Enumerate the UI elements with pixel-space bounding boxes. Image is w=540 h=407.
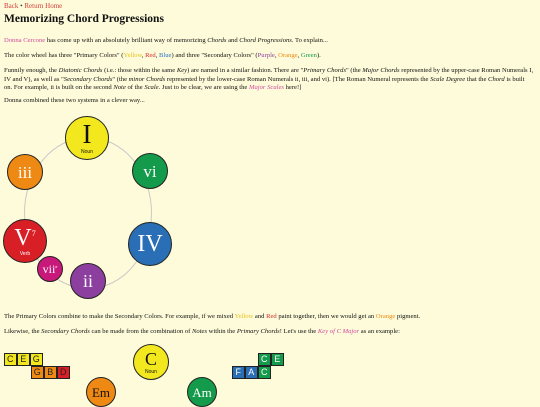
mixing-text: and <box>253 313 267 320</box>
color-wheel-paragraph <box>4 52 534 61</box>
likewise-text: as an example: <box>359 328 400 335</box>
chord-numeral: vi <box>143 161 157 181</box>
diatonic-em: Scale Degree <box>430 75 466 83</box>
likewise-text: Likewise, the <box>4 328 42 335</box>
note-box: C <box>258 353 271 366</box>
note-box: G <box>31 366 44 379</box>
diatonic-text: here!] <box>283 84 302 92</box>
chord-circle-Am <box>187 377 217 407</box>
note-box: A <box>245 366 258 379</box>
note-box: B <box>44 366 57 379</box>
intro-text: . To explain... <box>291 37 328 44</box>
chord-numeral: IV <box>137 231 163 257</box>
diatonic-text: is built on. For example, ii is built on the second <box>4 75 525 92</box>
chord-circle-Em <box>86 377 116 407</box>
major-scales-link[interactable]: Major Scales <box>248 84 284 92</box>
diatonic-text: " (the <box>346 67 363 74</box>
chord-circle-IV <box>128 222 172 266</box>
diatonic-text: ) are named in a similar fashion. There are " <box>187 67 304 74</box>
diatonic-em: Note <box>113 84 126 92</box>
colors-text: , <box>141 52 146 59</box>
intro-em: Chords <box>207 37 227 44</box>
chord-numeral: ii <box>82 271 93 291</box>
word-yellow: Yellow <box>234 313 254 320</box>
intro-em: Chord Progressions <box>239 37 292 44</box>
diatonic-paragraph <box>4 67 534 93</box>
word-blue: Blue <box>159 52 172 59</box>
colors-text: , <box>297 52 301 59</box>
chord-numeral: I <box>82 119 92 149</box>
note-box: G <box>30 353 43 366</box>
chord-circle-ii <box>70 263 106 299</box>
intro-text: has come up with an absolutely brilliant way of memorizing <box>45 37 208 44</box>
chord-circle-iii <box>7 154 43 190</box>
mixing-text: paint together, then we would get an <box>276 313 376 320</box>
likewise-text: ! Let's use the <box>279 328 318 335</box>
diatonic-em: Major Chords <box>362 67 400 74</box>
chord-numeral: Am <box>192 384 212 400</box>
mixing-paragraph <box>4 313 534 322</box>
chord-numeral: Em <box>91 384 111 400</box>
chord-circle-C <box>133 344 169 380</box>
likewise-paragraph <box>4 328 534 337</box>
diatonic-em: Chord <box>488 75 505 83</box>
intro-paragraph <box>4 37 534 46</box>
diatonic-text: " (the <box>112 75 129 83</box>
combined-paragraph: Donna combined these two systems in a clever way... <box>4 97 145 104</box>
likewise-text: can be made from the combination of <box>89 328 192 335</box>
chord-circle-vii <box>37 256 63 282</box>
colors-text: The color wheel has three "Primary Colors" ( <box>4 52 124 59</box>
chord-numeral: vii <box>42 262 56 276</box>
diatonic-text: of the <box>125 84 145 92</box>
note-box: C <box>258 366 271 379</box>
chord-numeral: C <box>144 348 157 369</box>
diatonic-em: Key <box>176 67 188 74</box>
chord-circle-V <box>3 219 47 263</box>
chord-role-label: Verb <box>19 250 31 257</box>
word-purple: Purple <box>257 52 275 59</box>
chord-circle-I <box>65 116 109 160</box>
word-red: Red <box>145 52 156 59</box>
word-yellow: Yellow <box>123 52 142 59</box>
diatonic-text: . Just to be clear, we are using the <box>158 84 249 92</box>
mixing-text: pigment. <box>395 313 421 320</box>
likewise-em: Notes <box>192 328 208 335</box>
back-link[interactable]: Back <box>4 2 19 10</box>
mixing-text: The Primary Colors combine to make the Secondary Colors. For example, if we mixed <box>4 313 235 320</box>
note-box: C <box>4 353 17 366</box>
note-box: E <box>271 353 284 366</box>
chord-superscript: 7 <box>31 228 36 238</box>
colors-text: ) and three "Secondary Colors" ( <box>171 52 258 59</box>
colors-text: , <box>155 52 160 59</box>
chord-numeral: iii <box>17 162 33 182</box>
diatonic-em: Primary Chords <box>303 67 347 74</box>
likewise-em: Primary Chords <box>236 328 280 335</box>
chord-numeral: V <box>14 224 32 251</box>
likewise-text: within the <box>207 328 237 335</box>
key-of-c-major-link[interactable]: Key of C Major <box>317 328 360 335</box>
note-box: E <box>17 353 30 366</box>
chord-role-label: Noun <box>81 149 93 155</box>
diatonic-em: Diatonic Chords <box>58 67 103 74</box>
word-red: Red <box>266 313 277 320</box>
page-title: Memorizing Chord Progressions <box>4 13 164 25</box>
author-link[interactable]: Donna Cercone <box>4 37 46 44</box>
return-home-link[interactable]: Return Home <box>24 2 63 10</box>
diatonic-text: (i.e.: those within the same <box>102 67 177 74</box>
nav-separator: • <box>20 2 23 10</box>
chord-superscript: ø <box>55 264 58 269</box>
word-orange: Orange <box>375 313 396 320</box>
diatonic-em: minor Chords <box>128 75 166 83</box>
likewise-em: Secondary Chords <box>41 328 90 335</box>
word-green: Green <box>300 52 317 59</box>
diatonic-text: represented by the lower-case Roman Numerals ii, iii, and vi). [The Roman Numeral represents the <box>165 75 431 83</box>
chord-role-label: Noun <box>145 368 157 375</box>
note-box: F <box>232 366 245 379</box>
chord-circle-vi <box>132 153 168 189</box>
colors-text: ). <box>316 52 321 59</box>
note-box: D <box>57 366 70 379</box>
diatonic-em: Secondary Chords <box>63 75 113 83</box>
intro-text: and <box>226 37 240 44</box>
word-orange: Orange <box>278 52 298 59</box>
diatonic-text: that the <box>465 75 489 83</box>
colors-text: , <box>274 52 279 59</box>
top-nav <box>4 2 62 10</box>
diatonic-text: represented by the upper-case Roman Numerals I, IV and V), as well as " <box>4 67 534 83</box>
diatonic-em: Scale <box>144 84 159 92</box>
diatonic-text: Funnily enough, the <box>4 67 59 74</box>
